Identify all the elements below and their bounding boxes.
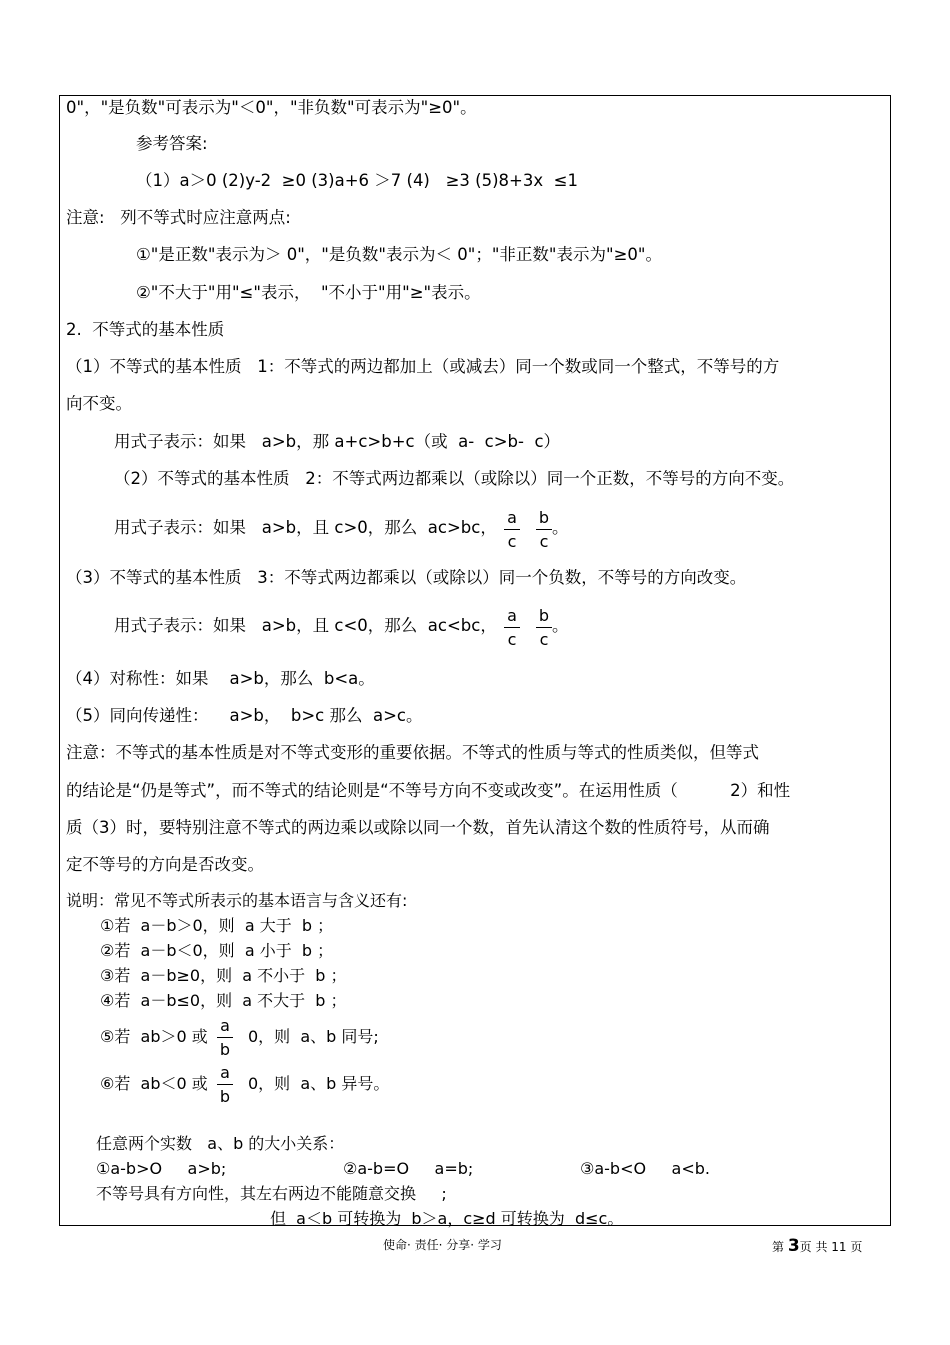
text-line-property-2: （2）不等式的基本性质 2：不等式两边都乘以（或除以）同一个正数，不等号的方向不变。 xyxy=(114,469,795,488)
list-item-6-start: ⑥若 ab＜0 或 xyxy=(100,1074,208,1093)
text-line-note-title: 注意: 列不等式时应注意两点: xyxy=(66,208,291,227)
fraction-denominator: c xyxy=(507,532,517,551)
list-item-6-end: 0，则 a、b 异号。 xyxy=(248,1074,390,1093)
text-line-expr-2-end: 。 xyxy=(552,518,569,537)
list-item-1: ①若 a－b＞0，则 a 大于 b ； xyxy=(100,916,334,935)
footer-page-number xyxy=(772,1236,862,1256)
fraction-a-over-b xyxy=(217,1064,233,1106)
text-line-note-basic-2: 的结论是“仍是等式”，而不等式的结论则是“不等号方向不变或改变”。在运用性质（ 2）和性 xyxy=(66,781,791,800)
list-item-5-end: 0，则 a、b 同号; xyxy=(248,1027,379,1046)
text-line-expr-3-end: 。 xyxy=(552,616,569,635)
relation-item-1: ①a-b>O a>b; xyxy=(96,1159,227,1178)
text-line-relation-title: 任意两个实数 a、b 的大小关系： xyxy=(96,1134,345,1153)
fraction-a-over-c xyxy=(504,607,520,649)
list-item-4: ④若 a－b≤0，则 a 不大于 b ； xyxy=(100,991,347,1010)
text-line-1: 0"，"是负数"可表示为"＜0"，"非负数"可表示为"≥0"。 xyxy=(66,98,477,117)
text-line-explain-title: 说明：常见不等式所表示的基本语言与含义还有: xyxy=(66,891,408,910)
fraction-numerator: b xyxy=(536,607,552,628)
text-line-property-1: （1）不等式的基本性质 1：不等式的两边都加上（或减去）同一个数或同一个整式，不等号的方 xyxy=(66,357,780,376)
text-line-expr-3: 用式子表示：如果 a>b，且 c<0，那么 ac<bc， xyxy=(114,616,497,635)
text-line-note-basic-3: 质（3）时，要特别注意不等式的两边乘以或除以同一个数，首先认清这个数的性质符号，从而确 xyxy=(66,818,770,837)
fraction-numerator: a xyxy=(217,1064,233,1085)
fraction-b-over-c xyxy=(536,607,552,649)
list-item-5-start: ⑤若 ab＞0 或 xyxy=(100,1027,208,1046)
text-line-answer-label: 参考答案: xyxy=(136,134,208,153)
list-item-2: ②若 a－b＜0，则 a 小于 b ； xyxy=(100,941,334,960)
footer-motto: 使命· 责任· 分享· 学习 xyxy=(383,1238,502,1252)
text-line-symmetry: （4）对称性：如果 a>b，那么 b<a。 xyxy=(66,669,375,688)
fraction-b-over-c xyxy=(536,509,552,551)
page-prefix: 第 xyxy=(772,1240,788,1254)
section-heading: 2. 不等式的基本性质 xyxy=(66,320,225,339)
fraction-numerator: a xyxy=(504,607,520,628)
fraction-a-over-b xyxy=(217,1017,233,1059)
text-line-direction: 不等号具有方向性，其左右两边不能随意交换 ; xyxy=(96,1184,447,1203)
page-current: 3 xyxy=(787,1236,800,1256)
text-line-note-basic-1: 注意：不等式的基本性质是对不等式变形的重要依据。不等式的性质与等式的性质类似，但等式 xyxy=(66,743,759,762)
text-line-property-3: （3）不等式的基本性质 3：不等式两边都乘以（或除以）同一个负数，不等号的方向改变。 xyxy=(66,568,747,587)
text-line-note-basic-4: 定不等号的方向是否改变。 xyxy=(66,855,264,874)
fraction-denominator: c xyxy=(539,630,549,649)
relation-item-2: ②a-b=O a=b; xyxy=(343,1159,474,1178)
list-item-3: ③若 a－b≥0，则 a 不小于 b ； xyxy=(100,966,347,985)
text-line-expr-1: 用式子表示：如果 a>b，那 a+c>b+c（或 a- c>b- c） xyxy=(114,432,561,451)
fraction-numerator: a xyxy=(217,1017,233,1038)
fraction-numerator: a xyxy=(504,509,520,530)
fraction-denominator: b xyxy=(219,1040,231,1059)
text-line-note-1: ①"是正数"表示为＞ 0"，"是负数"表示为＜ 0"；"非正数"表示为"≥0"。 xyxy=(136,245,662,264)
text-line-expr-2: 用式子表示：如果 a>b，且 c>0，那么 ac>bc， xyxy=(114,518,497,537)
text-line-property-1-cont: 向不变。 xyxy=(66,394,132,413)
fraction-denominator: c xyxy=(507,630,517,649)
text-line-answers: （1）a＞0 (2)y-2 ≥0 (3)a+6 ＞7 (4) ≥3 (5)8+3x ≤1 xyxy=(136,171,578,190)
relation-item-3: ③a-b<O a<b. xyxy=(580,1159,710,1178)
fraction-denominator: c xyxy=(539,532,549,551)
fraction-denominator: b xyxy=(219,1087,231,1106)
text-line-note-2: ②"不大于"用"≤"表示， "不小于"用"≥"表示。 xyxy=(136,283,481,302)
text-line-transitivity: （5）同向传递性： a>b， b>c 那么 a>c。 xyxy=(66,706,423,725)
page-suffix: 页 共 11 页 xyxy=(799,1240,863,1254)
fraction-numerator: b xyxy=(536,509,552,530)
text-line-conversion: 但 a＜b 可转换为 b＞a，c≥d 可转换为 d≤c。 xyxy=(270,1209,624,1228)
fraction-a-over-c xyxy=(504,509,520,551)
